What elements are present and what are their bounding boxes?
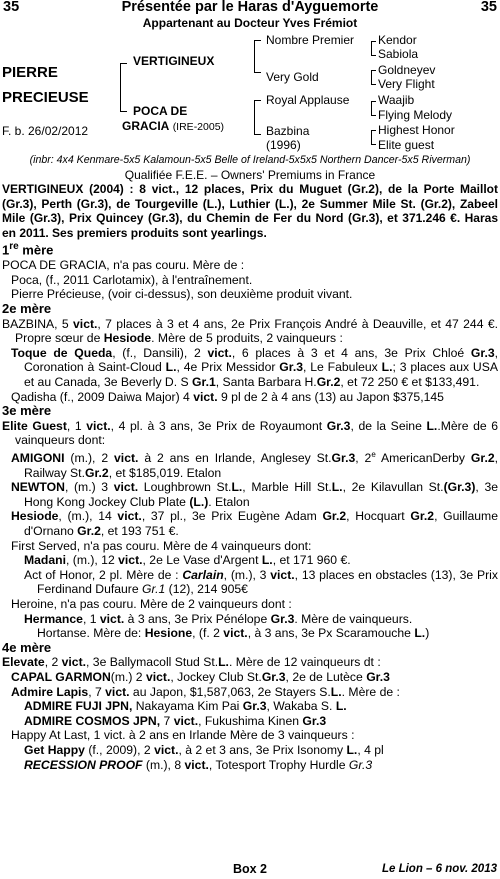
box-label: Box 2 [232, 862, 268, 876]
t: , (m.), 3 [223, 567, 271, 582]
t: Madani [24, 553, 66, 568]
t: , 2e Kilavullan St. [342, 480, 444, 495]
t: , (m.), 12 [65, 553, 119, 568]
t: vict. [61, 655, 87, 670]
t: L. [231, 480, 243, 495]
t: Gr.2 [316, 375, 341, 390]
first-dam-num: 1 [2, 242, 10, 258]
t: . Mère de vainqueurs. [294, 611, 413, 626]
t: vict. [99, 611, 125, 626]
page-title: Présentée par le Haras d'Ayguemorte [121, 0, 379, 15]
d3-para5: First Served, n'a pas couru. Mère de 4 vainqueurs dont: [11, 538, 312, 553]
t: Toque de Queda [11, 345, 113, 360]
t: Get Happy [24, 742, 85, 757]
t: ; 3 places aux USA et au Canada, 3e Beverly D. S [24, 360, 498, 390]
t: Gr.1 [192, 375, 216, 390]
t: , (f. 2 [192, 626, 224, 641]
dam-sire: Royal Applause [266, 93, 350, 107]
d4-para7 [2, 743, 498, 758]
t: , 3e Hong Kong Jockey Club Plate [24, 480, 499, 509]
birth-info: F. b. 26/02/2012 [2, 124, 89, 138]
t: , 13 places en obstacles (13), 3e Prix Ferdinand Dufaure [37, 567, 498, 597]
dsd: Flying Melody [378, 108, 453, 122]
first-dam-word: mère [18, 242, 54, 258]
d3-para6 [2, 553, 498, 568]
t: 9 pl de 2 à 4 ans (13) au Japon $375,145 [217, 389, 444, 404]
bracket-gen1 [120, 63, 127, 112]
t: Act of Honor, 2 pl. Mère de : [24, 567, 183, 582]
t: Gr.3 [470, 345, 495, 360]
d4-para3 [2, 685, 498, 700]
t: , de la Seine [350, 418, 427, 433]
sire-sire: Nombre Premier [266, 33, 355, 47]
sss: Kendor [378, 33, 417, 47]
t: L. [331, 480, 343, 495]
t: vict. [145, 669, 171, 684]
t: , Guillaume d'Ornano [24, 509, 498, 539]
t: vict. [73, 316, 98, 331]
t: , 2 [44, 655, 62, 670]
bracket-sire [254, 40, 261, 73]
d1-line1: POCA DE GRACIA, n'a pas couru. Mère de : [2, 258, 245, 273]
section-fourth-dam: 4e mère [2, 639, 52, 655]
t: L. [165, 360, 177, 375]
t: Gr.2 [322, 509, 347, 524]
d1-line3: Pierre Précieuse, (voir ci-dessus), son deuxième produit vivant. [11, 287, 353, 302]
sdd: Very Flight [378, 77, 435, 91]
t: , (f., Dansili), 2 [112, 345, 208, 360]
t: (Gr.3) [443, 480, 476, 495]
t: , Railway St. [24, 451, 498, 480]
t: à 3 ans, 3e Prix Pénélope [124, 611, 271, 626]
t: .Mère de 6 vainqueurs dont: [15, 418, 499, 448]
t: , 7 places à 3 et 4 ans, 2e Prix François André à Deauville, et 47 244 €. Propre sœur de [15, 316, 498, 346]
t: , Wakaba S. [266, 699, 336, 714]
dds: Highest Honor [378, 123, 455, 137]
t: vict. [105, 684, 130, 699]
t: Hermance [24, 611, 83, 626]
t: vict. [184, 757, 209, 772]
d4-para8 [2, 758, 498, 773]
t: AMIGONI [11, 451, 65, 466]
sire-dam: Very Gold [266, 70, 319, 84]
section-third-dam: 3e mère [2, 403, 52, 419]
sds: Goldneyev [378, 63, 436, 77]
sire-name: VERTIGINEUX [133, 54, 215, 68]
t: , 2 [355, 451, 372, 466]
t: , et 72 250 € et $133,491. [340, 375, 480, 390]
d4-para6: Happy At Last, 1 vict. à 2 ans en Irlande Mère de 3 vainqueurs : [11, 728, 355, 743]
first-dam-sup: re [9, 241, 19, 253]
d2-para2 [2, 346, 498, 390]
t: Hesiode [11, 509, 59, 524]
t: ) [425, 626, 430, 641]
t: , (m.), 14 [58, 509, 118, 524]
dam-name-gracia: GRACIA [122, 119, 170, 133]
t: , 2e Le Vase d'Argent [142, 553, 262, 568]
t: . Mère de 12 vainqueurs dt : [228, 655, 381, 670]
lot-number-right: 35 [480, 0, 497, 15]
t: vict. [207, 345, 232, 360]
d4-para4 [2, 699, 498, 714]
t: Gr.3 [242, 699, 267, 714]
t: L. [335, 699, 347, 714]
t: Gr.3 [261, 669, 286, 684]
t: (12), 214 905€ [165, 582, 248, 597]
t: vict. [113, 480, 139, 495]
t: CAPAL GARMON [11, 669, 111, 684]
horse-name-line1: PIERRE [2, 64, 58, 81]
t: , à 2 et 3 ans, 3e Prix Isonomy [178, 742, 347, 757]
t: , Marble Hill St. [242, 480, 332, 495]
bracket-ss [371, 41, 376, 56]
t: , et 193 751 €. [100, 524, 179, 539]
dam-dam-year: (1996) [266, 138, 301, 152]
ssd: Sabiola [378, 47, 419, 61]
page-header [0, 0, 500, 16]
t: vict. [223, 626, 248, 641]
t: vict. [86, 418, 111, 433]
t: Gr.3 [348, 757, 373, 772]
page-footer [0, 862, 500, 878]
horse-name-line2: PRECIEUSE [2, 89, 89, 106]
t: Elevate [2, 655, 45, 670]
t: AmericanDerby [375, 451, 471, 466]
d4-para1 [2, 655, 498, 670]
d4-para5 [2, 714, 498, 729]
t: Elite Guest [2, 418, 67, 433]
t: , 4e Prix Messidor [176, 360, 280, 375]
t: L. [426, 418, 438, 433]
d2-para1 [2, 317, 498, 346]
t: , et $185,019. Etalon [108, 465, 222, 480]
t: ADMIRE FUJI JPN, [24, 699, 133, 714]
d3-para9 [2, 612, 498, 627]
dss: Waajib [378, 93, 415, 107]
t: , 37 pl., 3e Prix Eugène Adam [141, 509, 323, 524]
t: vict. [173, 713, 199, 728]
section-second-dam: 2e mère [2, 301, 52, 317]
t: L. [346, 742, 358, 757]
t: L. [261, 553, 273, 568]
dam-origin: (IRE-2005) [172, 121, 225, 133]
t: (m.), 8 [142, 757, 185, 772]
t: , à 3 ans, 3e Px Scaramouche [247, 626, 415, 641]
owner-line: Appartenant au Docteur Yves Frémiot [142, 16, 358, 30]
sale-date: Le Lion – 6 nov. 2013 [381, 863, 497, 875]
t: , 7 [88, 684, 106, 699]
t: Carlain [182, 567, 224, 582]
ddd: Elite guest [378, 138, 435, 152]
d4-para2 [2, 670, 498, 685]
t: à 2 ans en Irlande, Anglesey St. [138, 451, 332, 466]
t: NEWTON [11, 480, 65, 495]
t: , Jockey Club St. [170, 669, 262, 684]
d3-para1 [2, 419, 498, 448]
t: . Etalon [208, 494, 250, 509]
d3-para10 [2, 626, 498, 641]
t: L. [218, 655, 229, 670]
t: , Fukushima Kinen [198, 713, 303, 728]
t: vict. [270, 567, 295, 582]
lot-number-left: 35 [3, 0, 20, 15]
t: e [371, 450, 376, 460]
t: Gr.3 [331, 451, 356, 466]
inbreeding-line: (inbr: 4x4 Kenmare-5x5 Kalamoun-5x5 Belle of Ireland-5x5x5 Northern Dancer-5x5 Riverman) [29, 154, 471, 166]
t: (m.), 2 [64, 451, 115, 466]
d3-para7 [2, 568, 498, 597]
dam-name-line2 [122, 119, 224, 135]
d3-para2 [2, 448, 498, 480]
t: (m.) 2 [110, 669, 146, 684]
t: , (m.) 3 [64, 480, 114, 495]
t: Gr.2 [470, 451, 495, 466]
bracket-sd [371, 70, 376, 85]
t: ADMIRE COSMOS JPN, [24, 713, 161, 728]
t: , 6 places à 3 et 4 ans, 3e Prix Chloé [231, 345, 471, 360]
t: , 3e Ballymacoll Stud St. [86, 655, 219, 670]
t: , Totesport Trophy Hurdle [208, 757, 349, 772]
t: BAZBINA, 5 [2, 316, 74, 331]
t: Gr.3 [270, 611, 295, 626]
t: , Hocquart [346, 509, 411, 524]
t: Admire Lapis [11, 684, 89, 699]
pedigree-table [0, 30, 500, 154]
t: L. [330, 684, 342, 699]
t: L. [381, 360, 393, 375]
t: , Santa Barbara H. [215, 375, 317, 390]
t: Gr.3 [366, 669, 390, 684]
dam-name-line1: POCA DE [133, 104, 188, 118]
t: , 4 pl. à 3 ans, 3e Prix de Royaumont [110, 418, 327, 433]
pedigree-body [2, 182, 498, 772]
t: Hesione [144, 626, 193, 641]
section-first-dam [2, 240, 498, 258]
t: Qadisha (f., 2009 Daiwa Major) 4 [11, 389, 194, 404]
t: L. [414, 626, 426, 641]
t: vict. [193, 389, 218, 404]
t: Loughbrown St. [138, 480, 232, 495]
t: RECESSION PROOF [24, 757, 143, 772]
t: Hortanse. Mère de: [37, 626, 145, 641]
t: vict. [114, 451, 139, 466]
t: , 1 [66, 418, 87, 433]
qualification-line: Qualifiée F.E.E. – Owners' Premiums in France [124, 168, 376, 182]
d3-para4 [2, 509, 498, 538]
t: Gr.2 [77, 524, 101, 539]
t: (L.) [189, 494, 209, 509]
t: , 2e de Lutèce [285, 669, 367, 684]
t: . Mère de 5 produits, 2 vainqueurs : [151, 331, 343, 346]
d3-para3 [2, 480, 498, 509]
d1-line2: Poca, (f., 2011 Carlotamix), à l'entraînement. [11, 272, 253, 287]
t: Gr.3 [302, 713, 327, 728]
bracket-dam [254, 100, 261, 135]
t: 7 [160, 713, 174, 728]
t: , Coronation à Saint-Cloud [24, 345, 498, 375]
t: , 4 pl [357, 742, 384, 757]
t: (f., 2009), 2 [84, 742, 155, 757]
bracket-ds [371, 101, 376, 116]
d3-para8: Heroine, n'a pas couru. Mère de 2 vainqueurs dont : [11, 597, 292, 612]
t: , 1 [82, 611, 100, 626]
t: , Le Fabuleux [302, 360, 382, 375]
t: , et 171 960 €. [272, 553, 351, 568]
d2-para3 [2, 390, 498, 405]
t: Gr.1 [142, 582, 166, 597]
t: Gr.2 [84, 465, 109, 480]
dam-dam: Bazbina [266, 124, 310, 138]
t: vict. [117, 509, 142, 524]
t: Gr.2 [410, 509, 435, 524]
sire-paragraph: VERTIGINEUX (2004) : 8 vict., 12 places, Prix du Muguet (Gr.2), de la Porte Maillot (Gr.3), Perth (Gr.3), de Tourgeville (L.), Luthier (L.), 2e Summer Mile St. (Gr.2), Zabeel Mile (Gr.3), Prix Quincey (Gr.3), du Chemin de Fer du Nord (Gr.3), et 371.246 €. Haras en 2011. Ses premiers produits sont yearlings. [2, 182, 498, 240]
t: Gr.3 [279, 360, 303, 375]
t: Nakayama Kim Pai [132, 699, 243, 714]
t: Hesiode [103, 331, 152, 346]
bracket-dd [371, 130, 376, 145]
t: Gr.3 [326, 418, 351, 433]
t: vict. [154, 742, 179, 757]
t: au Japon, $1,587,063, 2e Stayers S. [129, 684, 331, 699]
t: . Mère de : [341, 684, 400, 699]
t: vict. [118, 553, 143, 568]
